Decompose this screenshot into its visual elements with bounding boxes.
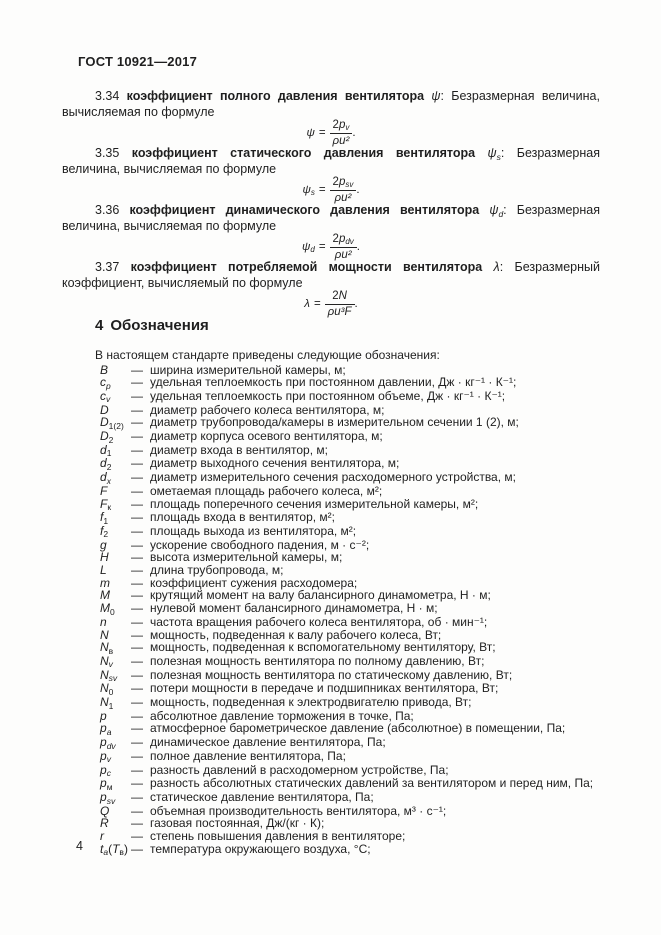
symbol-list-item xyxy=(62,696,600,710)
em-dash: — xyxy=(131,483,143,498)
symbol-list-item xyxy=(62,376,600,390)
symbol-list-item xyxy=(62,457,600,471)
symbol: $D_{1(2)}$ xyxy=(100,415,124,431)
symbol: M xyxy=(100,588,110,603)
symbol-description: диаметр корпуса осевого вентилятора, м; xyxy=(150,429,383,444)
denominator-var: ρu² xyxy=(334,248,352,261)
clause-3-35 xyxy=(62,146,600,177)
formula-lhs: ψ xyxy=(301,240,311,253)
symbol-list-item xyxy=(62,511,600,525)
clause-text: : Безразмерный коэффициент, вычисляемый по формуле xyxy=(62,260,600,290)
em-dash: — xyxy=(131,563,143,578)
formula-lhs-sub: s xyxy=(310,187,315,197)
em-dash: — xyxy=(131,841,143,856)
clause-symbol: ψ xyxy=(487,146,497,160)
page-content xyxy=(62,89,600,857)
numerator-sub: sv xyxy=(345,179,354,189)
symbol: $d_x$ xyxy=(100,470,111,486)
symbol-description: нулевой момент балансирного динамометра, Н · м; xyxy=(150,601,438,616)
section-heading xyxy=(62,317,600,335)
symbol: $f_2$ xyxy=(100,523,109,540)
symbol-description: ускорение свободного падения, м · с⁻²; xyxy=(150,537,370,552)
symbol: $p_v$ xyxy=(100,748,111,765)
clause-symbol: ψ xyxy=(489,203,499,217)
symbol: L xyxy=(100,563,107,578)
section-title: Обозначения xyxy=(110,317,209,334)
clause-symbol-sub: s xyxy=(496,151,501,162)
symbol: H xyxy=(100,550,109,565)
symbol: D xyxy=(100,402,109,417)
clause-term: коэффициент динамического давления вентилятора xyxy=(129,203,480,217)
em-dash: — xyxy=(131,537,143,552)
symbol-list-item xyxy=(62,602,600,616)
symbol: $N_{sv}$ xyxy=(100,667,118,684)
equals-sign: = xyxy=(318,240,326,253)
numerator-coeff: 2 xyxy=(332,289,339,302)
em-dash: — xyxy=(131,627,143,642)
equals-sign: = xyxy=(318,183,326,196)
numerator-var: p xyxy=(338,118,346,131)
denominator-var: ρu³ xyxy=(327,305,345,318)
clause-symbol-sub: d xyxy=(498,208,504,219)
symbol-description: частота вращения рабочего колеса вентилятора, об · мин⁻¹; xyxy=(150,614,488,629)
symbol-list-item xyxy=(62,430,600,444)
symbol-description: диаметр трубопровода/камеры в измерительном сечении 1 (2), м; xyxy=(150,415,519,430)
em-dash: — xyxy=(131,415,143,430)
em-dash: — xyxy=(131,667,143,682)
symbol-list-item xyxy=(62,641,600,655)
clause-term: коэффициент статического давления вентилятора xyxy=(131,146,476,160)
clause-term: коэффициент полного давления вентилятора xyxy=(126,89,425,103)
symbol-description: мощность, подведенная к электродвигателю привода, Вт; xyxy=(150,695,472,710)
symbol: $F_к$ xyxy=(100,496,112,513)
clause-number: 3.37 xyxy=(95,260,120,274)
symbol-list-item xyxy=(62,777,600,791)
symbol-list-item xyxy=(62,471,600,485)
clause-term: коэффициент потребляемой мощности вентилятора xyxy=(130,260,483,274)
page-number: 4 xyxy=(76,839,83,853)
symbol-description: степень повышения давления в вентиляторе; xyxy=(150,829,406,844)
symbol-description: диаметр измерительного сечения расходомерного устройства, м; xyxy=(150,470,516,485)
em-dash: — xyxy=(131,653,143,668)
numerator-var: p xyxy=(338,175,346,188)
formula-lhs-sub: d xyxy=(310,244,315,254)
symbol-description: ометаемая площадь рабочего колеса, м²; xyxy=(150,483,383,498)
em-dash: — xyxy=(131,550,143,565)
em-dash: — xyxy=(131,816,143,831)
symbol: $N_в$ xyxy=(100,640,114,656)
symbol-description: площадь поперечного сечения измерительной камеры, м²; xyxy=(150,496,479,511)
symbol-description: диаметр выходного сечения вентилятора, м; xyxy=(150,456,400,471)
symbol: R xyxy=(100,816,109,831)
em-dash: — xyxy=(131,362,143,377)
symbol: N xyxy=(100,627,109,642)
symbol-list-item xyxy=(62,682,600,696)
symbol-description: температура окружающего воздуха, °С; xyxy=(150,841,371,856)
numerator xyxy=(330,177,357,190)
symbol-list-item xyxy=(62,498,600,512)
symbol: $N_1$ xyxy=(100,695,114,711)
formula-period: . xyxy=(352,126,356,139)
symbol-list-item xyxy=(62,843,600,857)
symbol-description: динамическое давление вентилятора, Па; xyxy=(150,735,386,750)
symbol-description: объемная производительность вентилятора, м³ · с⁻¹; xyxy=(150,803,447,818)
symbol: p xyxy=(100,708,107,723)
formula-lhs: ψ xyxy=(306,126,315,139)
symbol-description: крутящий момент на валу балансирного динамометра, Н · м; xyxy=(150,588,491,603)
em-dash: — xyxy=(131,803,143,818)
em-dash: — xyxy=(131,429,143,444)
formula-period: . xyxy=(354,297,358,310)
symbol: F xyxy=(100,483,108,498)
symbol-list-item xyxy=(62,485,600,498)
numerator-coeff: 2 xyxy=(332,118,339,131)
document-code-header: ГОСТ 10921—2017 xyxy=(78,54,197,69)
symbol: $p_a$ xyxy=(100,721,112,737)
symbol-list-item xyxy=(62,830,600,843)
symbol: $M_0$ xyxy=(100,601,115,617)
symbol: $t_a(T_в)$ xyxy=(100,841,128,858)
symbol-description: мощность, подведенная к валу рабочего колеса, Вт; xyxy=(150,627,442,642)
em-dash: — xyxy=(131,708,143,723)
formula-lhs: ψ xyxy=(302,183,311,196)
symbol-description: удельная теплоемкость при постоянном объеме, Дж · кг⁻¹ · К⁻¹; xyxy=(150,388,506,403)
formula-period: . xyxy=(356,240,360,253)
em-dash: — xyxy=(131,762,143,777)
symbol-list-item xyxy=(62,764,600,778)
em-dash: — xyxy=(131,614,143,629)
em-dash: — xyxy=(131,470,143,485)
symbol-description: ширина измерительной камеры, м; xyxy=(150,362,346,377)
denominator-var: ρu² xyxy=(332,134,350,147)
symbol: m xyxy=(100,575,110,590)
numerator-sub: v xyxy=(345,122,350,132)
equals-sign: = xyxy=(318,126,326,139)
em-dash: — xyxy=(131,388,143,403)
symbol-description: атмосферное барометрическое давление (абсолютное) в помещении, Па; xyxy=(150,721,566,736)
symbol: $D_2$ xyxy=(100,429,114,445)
formula-psi-d xyxy=(62,234,600,260)
em-dash: — xyxy=(131,776,143,791)
symbol-list-item xyxy=(62,750,600,764)
clause-3-36 xyxy=(62,203,600,234)
em-dash: — xyxy=(131,402,143,417)
numerator xyxy=(330,120,353,133)
clause-number: 3.35 xyxy=(95,146,120,160)
section-intro: В настоящем стандарте приведены следующие обозначения: xyxy=(95,348,440,362)
symbol-description: коэффициент сужения расходомера; xyxy=(150,575,358,590)
formula-lhs: λ xyxy=(304,297,310,310)
symbols-list xyxy=(62,363,600,857)
em-dash: — xyxy=(131,640,143,655)
denominator xyxy=(330,247,357,261)
em-dash: — xyxy=(131,510,143,525)
denominator-var: ρu² xyxy=(334,191,352,204)
symbol-list-item xyxy=(62,791,600,805)
formula-psi-s xyxy=(62,177,600,203)
symbol-list-item xyxy=(62,616,600,629)
symbol-description: газовая постоянная, Дж/(кг · К); xyxy=(150,816,325,831)
clause-3-37 xyxy=(62,260,600,291)
numerator-coeff: 2 xyxy=(332,232,339,245)
symbol-list-item xyxy=(62,444,600,458)
symbol-list-item xyxy=(62,564,600,577)
em-dash: — xyxy=(131,588,143,603)
symbol: B xyxy=(100,362,109,377)
symbol-list-item xyxy=(62,722,600,736)
symbol-description: абсолютное давление торможения в точке, Па; xyxy=(150,708,414,723)
symbol-description: полезная мощность вентилятора по статическому давлению, Вт; xyxy=(150,667,513,682)
symbol: $N_0$ xyxy=(100,681,114,697)
formula-period: . xyxy=(356,183,360,196)
section-number: 4 xyxy=(95,317,104,334)
symbol-list-item xyxy=(62,416,600,430)
em-dash: — xyxy=(131,575,143,590)
symbol-description: высота измерительной камеры, м; xyxy=(150,550,343,565)
clause-text: : Безразмерная величина, вычисляемая по формуле xyxy=(62,146,600,176)
em-dash: — xyxy=(131,496,143,511)
symbol: $p_c$ xyxy=(100,762,111,779)
fraction xyxy=(330,234,357,261)
em-dash: — xyxy=(131,456,143,471)
symbol: $c_v$ xyxy=(100,388,111,405)
denominator xyxy=(325,304,355,318)
numerator xyxy=(325,291,355,304)
em-dash: — xyxy=(131,748,143,763)
symbol-description: разность давлений в расходомерном устройстве, Па; xyxy=(150,762,449,777)
fraction xyxy=(330,118,356,147)
clause-text: : Безразмерная величина, вычисляемая по формуле xyxy=(62,89,600,119)
symbol: $c_p$ xyxy=(100,375,111,391)
fraction xyxy=(330,175,360,204)
em-dash: — xyxy=(131,523,143,538)
symbol-description: площадь входа в вентилятор, м²; xyxy=(150,510,336,525)
numerator-coeff: 2 xyxy=(332,175,339,188)
symbol-description: мощность, подведенная к вспомогательному вентилятору, Вт; xyxy=(150,640,496,655)
clause-symbol: ψ xyxy=(431,89,441,103)
numerator-var: N xyxy=(338,289,347,302)
symbol: Q xyxy=(100,803,110,818)
numerator-var: p xyxy=(338,232,346,245)
symbol-description: удельная теплоемкость при постоянном давлении, Дж · кг⁻¹ · К⁻¹; xyxy=(150,375,517,390)
symbol: $p_{sv}$ xyxy=(100,790,116,806)
equals-sign: = xyxy=(313,297,321,310)
numerator-sub: dv xyxy=(345,236,354,246)
symbol-description: длина трубопровода, м; xyxy=(150,563,284,578)
clause-number: 3.36 xyxy=(95,203,120,217)
formula-lambda xyxy=(62,291,600,317)
clause-number: 3.34 xyxy=(95,89,120,103)
symbol-description: статическое давление вентилятора, Па; xyxy=(150,790,374,804)
symbol-description: полезная мощность вентилятора по полному давлению, Вт; xyxy=(150,653,485,668)
em-dash: — xyxy=(131,601,143,616)
symbol-description: площадь выхода из вентилятора, м²; xyxy=(150,523,357,538)
em-dash: — xyxy=(131,442,143,457)
symbol-description: потери мощности в передаче и подшипниках вентилятора, Вт; xyxy=(150,681,499,696)
denominator-tail: F xyxy=(344,305,352,318)
clause-text: : Безразмерная величина, вычисляемая по формуле xyxy=(62,203,600,233)
symbol-list-item xyxy=(62,525,600,539)
symbol: n xyxy=(100,614,107,629)
em-dash: — xyxy=(131,695,143,710)
numerator xyxy=(330,234,357,247)
symbol-description: диаметр рабочего колеса вентилятора, м; xyxy=(150,402,385,417)
symbol-list-item xyxy=(62,390,600,404)
symbol-list-item xyxy=(62,736,600,750)
symbol-description: полное давление вентилятора, Па; xyxy=(150,748,346,763)
symbol-list-item xyxy=(62,655,600,669)
em-dash: — xyxy=(131,829,143,844)
symbol-list-item xyxy=(62,669,600,683)
em-dash: — xyxy=(131,790,143,804)
symbol: r xyxy=(100,829,104,844)
formula-psi xyxy=(62,120,600,146)
symbol: $d_1$ xyxy=(100,442,112,459)
em-dash: — xyxy=(131,721,143,736)
clause-3-34 xyxy=(62,89,600,120)
symbol: $N_v$ xyxy=(100,653,113,670)
symbol: $f_1$ xyxy=(100,510,109,526)
denominator xyxy=(330,190,357,204)
symbol: $p_м$ xyxy=(100,776,113,792)
em-dash: — xyxy=(131,735,143,750)
symbol-description: диаметр входа в вентилятор, м; xyxy=(150,442,328,457)
symbol: $d_2$ xyxy=(100,456,112,472)
em-dash: — xyxy=(131,375,143,390)
symbol-description: разность абсолютных статических давлений за вентилятором и перед ним, Па; xyxy=(150,776,594,791)
fraction xyxy=(325,291,355,318)
symbol: $p_{dv}$ xyxy=(100,735,116,751)
em-dash: — xyxy=(131,681,143,696)
symbol: g xyxy=(100,537,107,552)
clause-symbol: λ xyxy=(493,260,500,274)
denominator xyxy=(330,133,353,147)
